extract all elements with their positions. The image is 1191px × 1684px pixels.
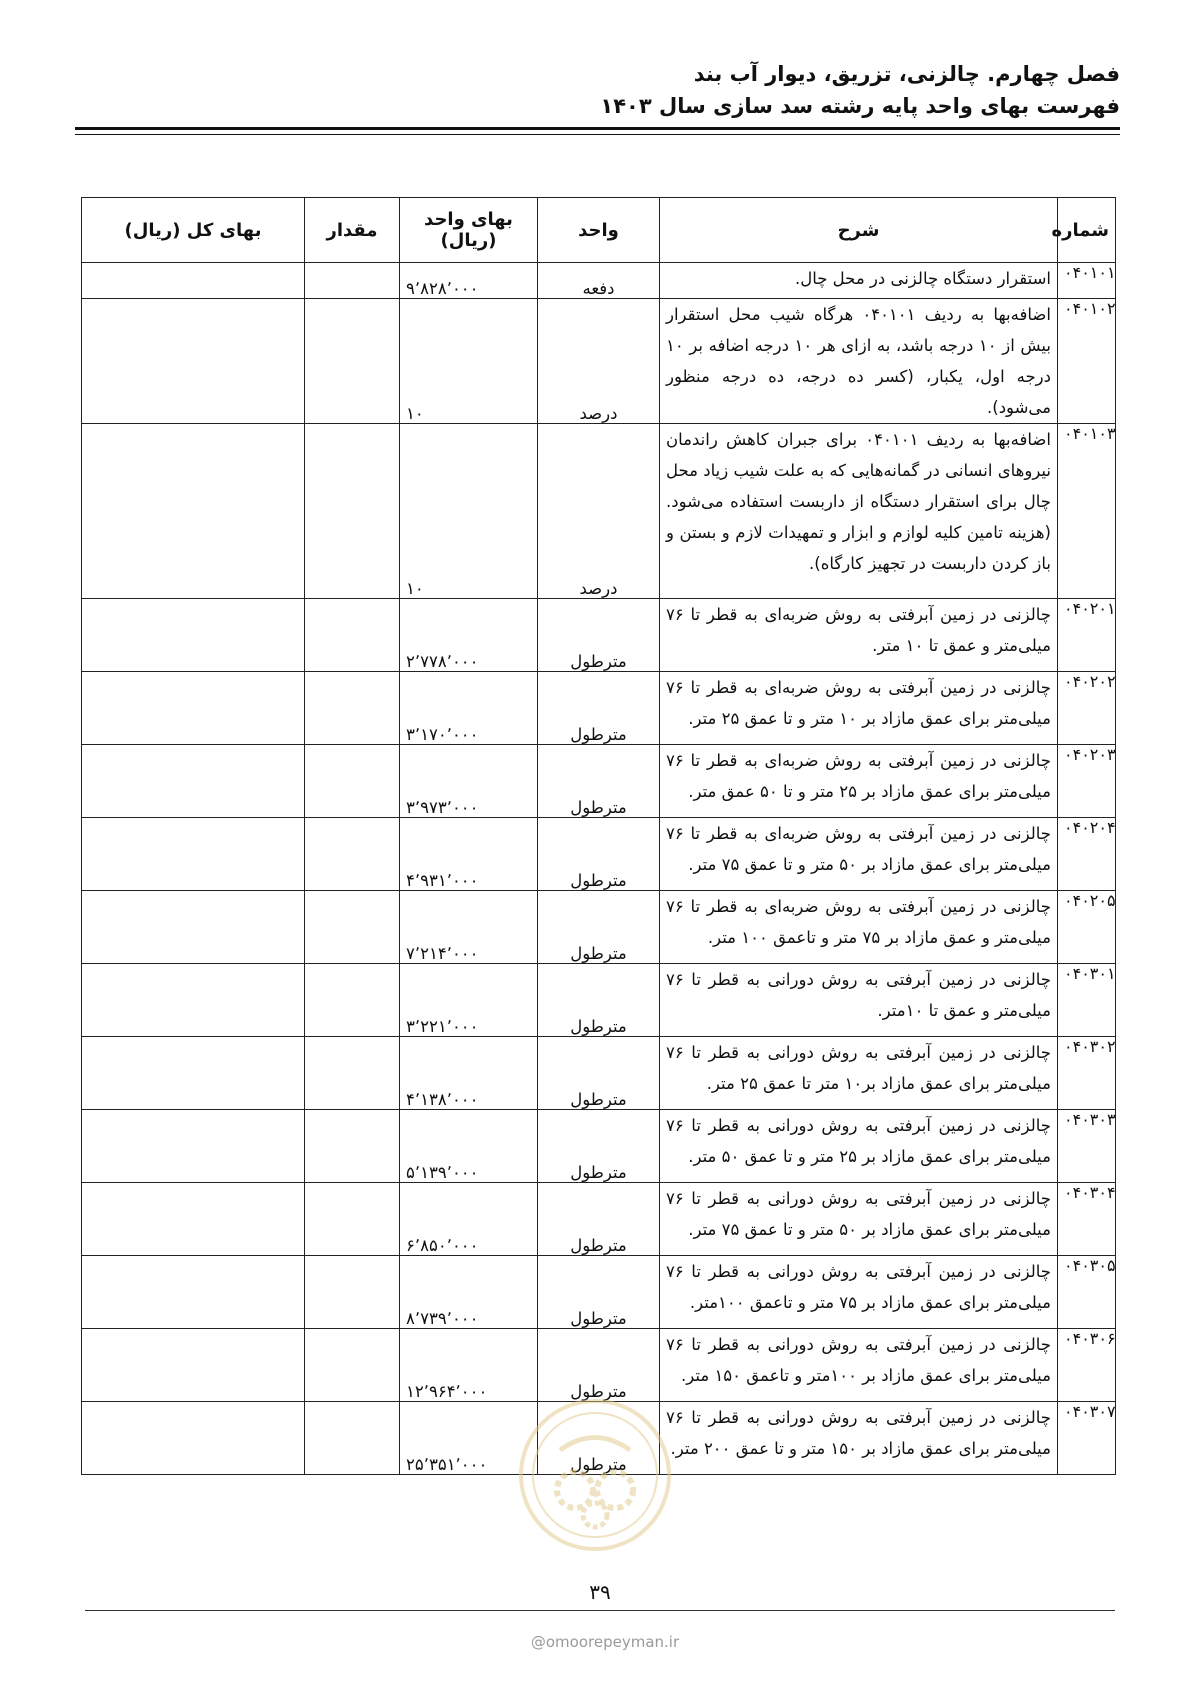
item-unit: مترطول <box>538 599 660 672</box>
item-unit-price: ۱۰ <box>400 424 538 599</box>
item-total-price <box>82 818 305 891</box>
item-description: چالزنی در زمین آبرفتی به روش ضربه‌ای به قطر تا ۷۶ میلی‌متر برای عمق مازاد بر ۵۰ متر و تا عمق ۷۵ متر. <box>660 818 1058 891</box>
item-unit: مترطول <box>538 1256 660 1329</box>
item-code: ۰۴۰۱۰۲ <box>1058 299 1116 424</box>
item-quantity <box>305 672 400 745</box>
item-description: چالزنی در زمین آبرفتی به روش ضربه‌ای به قطر تا ۷۶ میلی‌متر و عمق مازاد بر ۷۵ متر و تاعمق ۱۰۰ متر. <box>660 891 1058 964</box>
item-unit: مترطول <box>538 818 660 891</box>
item-code: ۰۴۰۳۰۵ <box>1058 1256 1116 1329</box>
item-unit: مترطول <box>538 1110 660 1183</box>
item-total-price <box>82 299 305 424</box>
price-list-title: فهرست بهای واحد پایه رشته سد سازی سال ۱۴۰۳ <box>600 94 1120 118</box>
item-description: استقرار دستگاه چالزنی در محل چال. <box>660 263 1058 299</box>
table-row <box>82 299 1116 424</box>
item-code: ۰۴۰۱۰۱ <box>1058 263 1116 299</box>
item-unit: مترطول <box>538 1183 660 1256</box>
item-unit-price: ۴٬۱۳۸٬۰۰۰ <box>400 1037 538 1110</box>
column-header-quantity: مقدار <box>305 198 400 263</box>
item-description: چالزنی در زمین آبرفتی به روش دورانی به قطر تا ۷۶ میلی‌متر برای عمق مازاد بر ۲۵ متر و تا عمق ۵۰ متر. <box>660 1110 1058 1183</box>
item-total-price <box>82 964 305 1037</box>
table-row <box>82 424 1116 599</box>
item-code: ۰۴۰۲۰۳ <box>1058 745 1116 818</box>
column-header-code: شماره <box>1058 198 1116 263</box>
item-quantity <box>305 745 400 818</box>
item-unit-price: ۸٬۷۳۹٬۰۰۰ <box>400 1256 538 1329</box>
item-quantity <box>305 1183 400 1256</box>
item-code: ۰۴۰۳۰۲ <box>1058 1037 1116 1110</box>
item-code: ۰۴۰۳۰۴ <box>1058 1183 1116 1256</box>
item-quantity <box>305 299 400 424</box>
page-header <box>75 58 1120 122</box>
item-description: اضافه‌بها به ردیف ۰۴۰۱۰۱ برای جبران کاهش راندمان نیروهای انسانی در گمانه‌هایی که به علت شیب زیاد محل چال برای استقرار دستگاه از داربست استفاده می‌شود. (هزینه تامین کلیه لوازم و ابزار و تمهیدات لازم و بستن و باز کردن داربست در تجهیز کارگاه). <box>660 424 1058 599</box>
table-row <box>82 1110 1116 1183</box>
item-quantity <box>305 1110 400 1183</box>
item-total-price <box>82 1256 305 1329</box>
table-row <box>82 891 1116 964</box>
item-description: چالزنی در زمین آبرفتی به روش دورانی به قطر تا ۷۶ میلی‌متر برای عمق مازاد بر۱۰ متر تا عمق ۲۵ متر. <box>660 1037 1058 1110</box>
item-unit: مترطول <box>538 891 660 964</box>
table-row <box>82 1037 1116 1110</box>
item-unit-price: ۳٬۲۲۱٬۰۰۰ <box>400 964 538 1037</box>
item-code: ۰۴۰۳۰۱ <box>1058 964 1116 1037</box>
item-code: ۰۴۰۲۰۲ <box>1058 672 1116 745</box>
table-row <box>82 1183 1116 1256</box>
item-unit-price: ۳٬۱۷۰٬۰۰۰ <box>400 672 538 745</box>
item-unit: مترطول <box>538 672 660 745</box>
item-description: چالزنی در زمین آبرفتی به روش دورانی به قطر تا ۷۶ میلی‌متر و عمق تا ۱۰متر. <box>660 964 1058 1037</box>
header-rule-thin <box>75 134 1120 135</box>
item-description: چالزنی در زمین آبرفتی به روش ضربه‌ای به قطر تا ۷۶ میلی‌متر برای عمق مازاد بر ۱۰ متر و تا عمق ۲۵ متر. <box>660 672 1058 745</box>
item-description: چالزنی در زمین آبرفتی به روش دورانی به قطر تا ۷۶ میلی‌متر برای عمق مازاد بر ۵۰ متر و تا عمق ۷۵ متر. <box>660 1183 1058 1256</box>
table-row <box>82 672 1116 745</box>
item-description: چالزنی در زمین آبرفتی به روش دورانی به قطر تا ۷۶ میلی‌متر برای عمق مازاد بر ۱۵۰ متر و تا عمق ۲۰۰ متر. <box>660 1402 1058 1475</box>
item-description: چالزنی در زمین آبرفتی به روش دورانی به قطر تا ۷۶ میلی‌متر برای عمق مازاد بر ۷۵ متر و تاعمق ۱۰۰متر. <box>660 1256 1058 1329</box>
item-unit-price: ۴٬۹۳۱٬۰۰۰ <box>400 818 538 891</box>
item-total-price <box>82 1110 305 1183</box>
item-total-price <box>82 599 305 672</box>
item-total-price <box>82 263 305 299</box>
column-header-unit: واحد <box>538 198 660 263</box>
table-row <box>82 599 1116 672</box>
table-header-row <box>82 198 1116 263</box>
item-quantity <box>305 818 400 891</box>
table-row <box>82 964 1116 1037</box>
column-header-unit-price: بهای واحد (ریال) <box>400 198 538 263</box>
item-quantity <box>305 424 400 599</box>
table-row <box>82 1329 1116 1402</box>
item-unit: درصد <box>538 299 660 424</box>
item-unit-price: ۱۲٬۹۶۴٬۰۰۰ <box>400 1329 538 1402</box>
item-unit-price: ۱۰ <box>400 299 538 424</box>
item-unit-price: ۷٬۲۱۴٬۰۰۰ <box>400 891 538 964</box>
item-code: ۰۴۰۲۰۴ <box>1058 818 1116 891</box>
item-quantity <box>305 599 400 672</box>
item-unit: درصد <box>538 424 660 599</box>
table-row <box>82 745 1116 818</box>
footer-rule <box>85 1610 1115 1611</box>
item-description: اضافه‌بها به ردیف ۰۴۰۱۰۱ هرگاه شیب محل استقرار بیش از ۱۰ درجه باشد، به ازای هر ۱۰ درجه اضافه بر ۱۰ درجه اول، یکبار، (کسر ده درجه، ده درجه منظور می‌شود). <box>660 299 1058 424</box>
item-unit: دفعه <box>538 263 660 299</box>
item-quantity <box>305 1256 400 1329</box>
item-total-price <box>82 1183 305 1256</box>
item-unit: مترطول <box>538 1037 660 1110</box>
table-row <box>82 1256 1116 1329</box>
item-code: ۰۴۰۳۰۷ <box>1058 1402 1116 1475</box>
chapter-title: فصل چهارم. چالزنی، تزریق، دیوار آب بند <box>693 62 1120 86</box>
price-list-table <box>81 197 1116 1475</box>
item-code: ۰۴۰۳۰۶ <box>1058 1329 1116 1402</box>
item-unit-price: ۶٬۸۵۰٬۰۰۰ <box>400 1183 538 1256</box>
item-unit-price: ۵٬۱۳۹٬۰۰۰ <box>400 1110 538 1183</box>
item-description: چالزنی در زمین آبرفتی به روش ضربه‌ای به قطر تا ۷۶ میلی‌متر و عمق تا ۱۰ متر. <box>660 599 1058 672</box>
item-total-price <box>82 745 305 818</box>
item-unit: مترطول <box>538 1329 660 1402</box>
item-total-price <box>82 1037 305 1110</box>
item-description: چالزنی در زمین آبرفتی به روش دورانی به قطر تا ۷۶ میلی‌متر برای عمق مازاد بر ۱۰۰متر و تاعمق ۱۵۰ متر. <box>660 1329 1058 1402</box>
item-quantity <box>305 891 400 964</box>
item-code: ۰۴۰۱۰۳ <box>1058 424 1116 599</box>
item-unit: مترطول <box>538 745 660 818</box>
column-header-total-price: بهای کل (ریال) <box>82 198 305 263</box>
item-quantity <box>305 1402 400 1475</box>
item-unit: مترطول <box>538 964 660 1037</box>
item-quantity <box>305 964 400 1037</box>
page-number: ۳۹ <box>589 1580 611 1604</box>
item-unit: مترطول <box>538 1402 660 1475</box>
header-rule-thick <box>75 127 1120 130</box>
item-quantity <box>305 1329 400 1402</box>
item-unit-price: ۳٬۹۷۳٬۰۰۰ <box>400 745 538 818</box>
table-row <box>82 818 1116 891</box>
item-quantity <box>305 1037 400 1110</box>
website-watermark: @omoorepeyman.ir <box>530 1633 680 1651</box>
item-code: ۰۴۰۳۰۳ <box>1058 1110 1116 1183</box>
item-description: چالزنی در زمین آبرفتی به روش ضربه‌ای به قطر تا ۷۶ میلی‌متر برای عمق مازاد بر ۲۵ متر و تا ۵۰ عمق متر. <box>660 745 1058 818</box>
item-total-price <box>82 891 305 964</box>
item-unit-price: ۲۵٬۳۵۱٬۰۰۰ <box>400 1402 538 1475</box>
item-code: ۰۴۰۲۰۱ <box>1058 599 1116 672</box>
column-header-description: شرح <box>660 198 1058 263</box>
item-unit-price: ۹٬۸۲۸٬۰۰۰ <box>400 263 538 299</box>
item-unit-price: ۲٬۷۷۸٬۰۰۰ <box>400 599 538 672</box>
item-code: ۰۴۰۲۰۵ <box>1058 891 1116 964</box>
item-total-price <box>82 1329 305 1402</box>
item-total-price <box>82 1402 305 1475</box>
table-row <box>82 263 1116 299</box>
item-quantity <box>305 263 400 299</box>
item-total-price <box>82 672 305 745</box>
item-total-price <box>82 424 305 599</box>
gear-seal-icon <box>515 1395 675 1555</box>
